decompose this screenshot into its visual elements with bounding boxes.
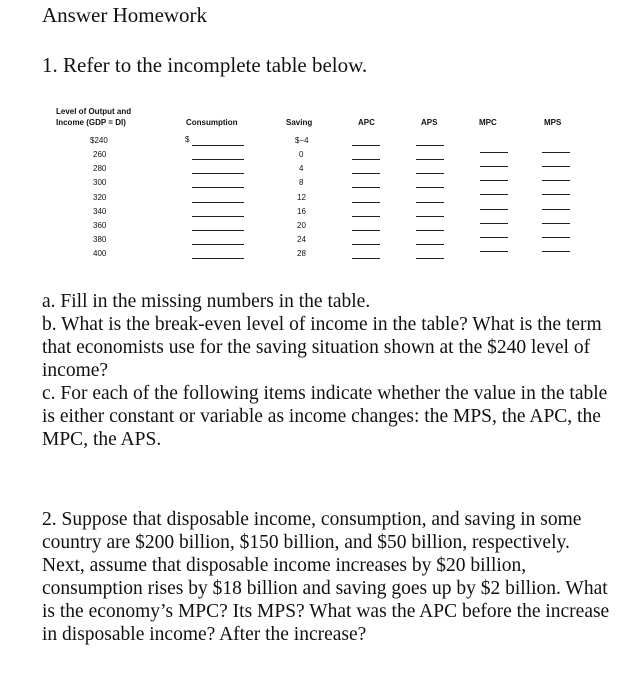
- apc-blank: [352, 159, 380, 160]
- part-a-text: a. Fill in the missing numbers in the table.: [42, 291, 371, 312]
- table-row-income: 360: [93, 221, 107, 230]
- mpc-blank: [480, 194, 508, 195]
- aps-blank: [416, 244, 444, 245]
- mpc-blank: [480, 251, 508, 252]
- aps-blank: [416, 258, 444, 259]
- mps-blank: [542, 152, 570, 153]
- table-row-income: $240: [90, 136, 108, 145]
- header-level-line2: Income (GDP = DI): [56, 118, 126, 127]
- consumption-blank: [192, 230, 244, 231]
- consumption-blank: [192, 244, 244, 245]
- table-row-saving: 24: [297, 235, 306, 244]
- aps-blank: [416, 230, 444, 231]
- aps-blank: [416, 173, 444, 174]
- table-row-saving: 12: [297, 193, 306, 202]
- apc-blank: [352, 187, 380, 188]
- table-row-saving: 16: [297, 207, 306, 216]
- saving-table: [52, 100, 592, 270]
- consumption-blank: [192, 159, 244, 160]
- consumption-blank: [192, 216, 244, 217]
- apc-blank: [352, 216, 380, 217]
- apc-blank: [352, 202, 380, 203]
- table-row-income: 400: [93, 249, 107, 258]
- table-row-saving: 28: [297, 249, 306, 258]
- table-row-income: 320: [93, 193, 107, 202]
- apc-blank: [352, 145, 380, 146]
- header-aps: APS: [421, 118, 438, 127]
- mps-blank: [542, 166, 570, 167]
- consumption-blank: [192, 173, 244, 174]
- table-row-income: 300: [93, 178, 107, 187]
- mpc-blank: [480, 180, 508, 181]
- table-row-saving: 8: [299, 178, 304, 187]
- mps-blank: [542, 209, 570, 210]
- table-row-income: 340: [93, 207, 107, 216]
- table-row-income: 280: [93, 164, 107, 173]
- header-mps: MPS: [544, 118, 562, 127]
- mpc-blank: [480, 209, 508, 210]
- table-row-income: 260: [93, 150, 107, 159]
- mpc-blank: [480, 223, 508, 224]
- mps-blank: [542, 223, 570, 224]
- apc-blank: [352, 244, 380, 245]
- table-row-saving: 0: [299, 150, 304, 159]
- header-apc: APC: [358, 118, 375, 127]
- header-consumption: Consumption: [186, 118, 238, 127]
- mpc-blank: [480, 237, 508, 238]
- question-1-intro: 1. Refer to the incomplete table below.: [42, 53, 368, 77]
- header-mpc: MPC: [479, 118, 497, 127]
- consumption-dollar-sign: $: [185, 135, 190, 144]
- mpc-blank: [480, 166, 508, 167]
- question-2-text: 2. Suppose that disposable income, consumption, and saving in some country are $200 billion, $150 billion, and $50 billion, respectively. Next, assume that disposable income increases by $20 billion, consumption rises by $18 billion and saving goes up by $2 billion. What is the economy’s MPC? Its MPS? What was the APC before the increase in disposable income? After the increase?: [42, 509, 610, 645]
- consumption-blank: [192, 145, 244, 146]
- mpc-blank: [480, 152, 508, 153]
- page-title: Answer Homework: [42, 3, 208, 27]
- table-row-saving: 4: [299, 164, 304, 173]
- mps-blank: [542, 237, 570, 238]
- header-saving: Saving: [286, 118, 313, 127]
- mps-blank: [542, 251, 570, 252]
- table-row-saving: $−4: [295, 136, 309, 145]
- mps-blank: [542, 180, 570, 181]
- apc-blank: [352, 230, 380, 231]
- consumption-blank: [192, 202, 244, 203]
- consumption-blank: [192, 187, 244, 188]
- table-row-saving: 20: [297, 221, 306, 230]
- apc-blank: [352, 173, 380, 174]
- consumption-blank: [192, 258, 244, 259]
- header-level-line1: Level of Output and: [56, 107, 132, 116]
- aps-blank: [416, 202, 444, 203]
- table-row-income: 380: [93, 235, 107, 244]
- aps-blank: [416, 159, 444, 160]
- mps-blank: [542, 194, 570, 195]
- apc-blank: [352, 258, 380, 259]
- aps-blank: [416, 216, 444, 217]
- aps-blank: [416, 145, 444, 146]
- aps-blank: [416, 187, 444, 188]
- part-c-text: c. For each of the following items indicate whether the value in the table is either constant or variable as income changes: the MPS, the APC, the MPC, the APS.: [42, 383, 608, 450]
- part-b-text: b. What is the break-even level of income in the table? What is the term that economists use for the saving situation shown at the $240 level of income?: [42, 314, 602, 381]
